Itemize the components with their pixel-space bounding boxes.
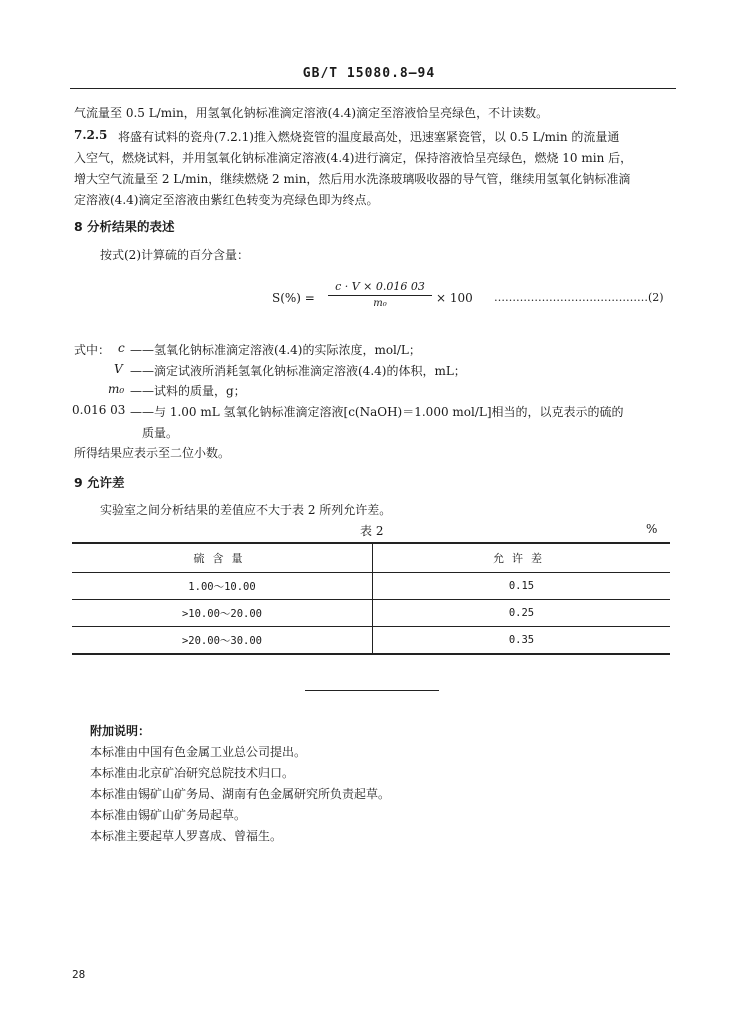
table-row <box>72 627 670 655</box>
section-8-intro: 按式(2)计算硫的百分含量： <box>100 248 249 262</box>
table-cell: >20.00～30.00 <box>72 627 373 655</box>
section-9-heading: 9 允许差 <box>74 475 125 490</box>
table-cell: 0.35 <box>373 627 671 655</box>
result-precision-note: 所得结果应表示至二位小数。 <box>74 446 231 460</box>
column-header-tolerance: 允许差 <box>373 543 671 573</box>
end-of-text-rule <box>305 690 439 691</box>
header-rule <box>70 88 676 89</box>
page-number: 28 <box>72 968 86 981</box>
table-unit: % <box>646 522 658 536</box>
def-k-text-continued: 质量。 <box>142 426 179 440</box>
def-c-symbol: c <box>118 341 125 355</box>
section-7-2-5-line-3: 增大空气流量至 2 L/min，继续燃烧 2 min，然后用水洗涤玻璃吸收器的导气管，继续用氢氧化钠标准滴 <box>74 172 631 186</box>
formula-denominator: m₀ <box>373 298 387 309</box>
table-cell: >10.00～20.00 <box>72 600 373 627</box>
def-c-text: ——氢氧化钠标准滴定溶液(4.4)的实际浓度，mol/L； <box>130 343 421 357</box>
table-header-row <box>72 543 670 573</box>
table-cell: 0.15 <box>373 573 671 600</box>
section-8-heading: 8 分析结果的表述 <box>74 219 175 234</box>
appendix-title: 附加说明： <box>90 724 151 738</box>
appendix-line: 本标准由锡矿山矿务局起草。 <box>90 808 247 822</box>
table-row <box>72 600 670 627</box>
def-v-text: ——滴定试液所消耗氢氧化钠标准滴定溶液(4.4)的体积，mL； <box>130 364 466 378</box>
appendix-line: 本标准由中国有色金属工业总公司提出。 <box>90 745 307 759</box>
def-k-text: ——与 1.00 mL 氢氧化钠标准滴定溶液[c(NaOH)＝1.000 mol/L]相当的，以克表示的硫的 <box>130 405 624 419</box>
where-label: 式中： <box>74 343 111 357</box>
formula-fraction <box>328 280 432 309</box>
def-m-symbol: m₀ <box>108 382 125 396</box>
section-7-2-5-line-1: 将盛有试料的瓷舟(7.2.1)推入燃烧瓷管的温度最高处，迅速塞紧瓷管，以 0.5 L/min 的流量通 <box>118 130 620 144</box>
formula-multiplier: × 100 <box>436 291 473 305</box>
formula-number: ……………………………………(2) <box>494 291 664 304</box>
section-7-2-5-line-2: 入空气，燃烧试料，并用氢氧化钠标准滴定溶液(4.4)进行滴定，保持溶液恰呈亮绿色，燃烧 10 min 后， <box>74 151 633 165</box>
table-caption: 表 2 <box>360 524 384 538</box>
section-7-2-5-number: 7.2.5 <box>74 128 108 142</box>
def-k-symbol: 0.016 03 <box>72 403 126 417</box>
table-cell: 1.00～10.00 <box>72 573 373 600</box>
fraction-bar <box>328 295 432 296</box>
table-row <box>72 573 670 600</box>
tolerance-table <box>72 542 670 655</box>
table-cell: 0.25 <box>373 600 671 627</box>
formula-lhs: S(%) = <box>272 291 315 305</box>
def-v-symbol: V <box>114 362 123 376</box>
section-7-2-5-line-4: 定溶液(4.4)滴定至溶液由紫红色转变为亮绿色即为终点。 <box>74 193 379 207</box>
appendix-line: 本标准由北京矿冶研究总院技术归口。 <box>90 766 295 780</box>
formula-numerator: c · V × 0.016 03 <box>335 280 425 293</box>
def-m-text: ——试料的质量，g； <box>130 384 246 398</box>
continued-line: 气流量至 0.5 L/min，用氢氧化钠标准滴定溶液(4.4)滴定至溶液恰呈亮绿色，不计读数。 <box>74 106 549 120</box>
column-header-sulfur-content: 硫含量 <box>72 543 373 573</box>
appendix-line: 本标准由锡矿山矿务局、湖南有色金属研究所负责起草。 <box>90 787 391 801</box>
appendix-line: 本标准主要起草人罗喜成、曾福生。 <box>90 829 283 843</box>
standard-code-header: GB/T 15080.8—94 <box>302 66 436 81</box>
section-9-intro: 实验室之间分析结果的差值应不大于表 2 所列允许差。 <box>100 503 392 517</box>
